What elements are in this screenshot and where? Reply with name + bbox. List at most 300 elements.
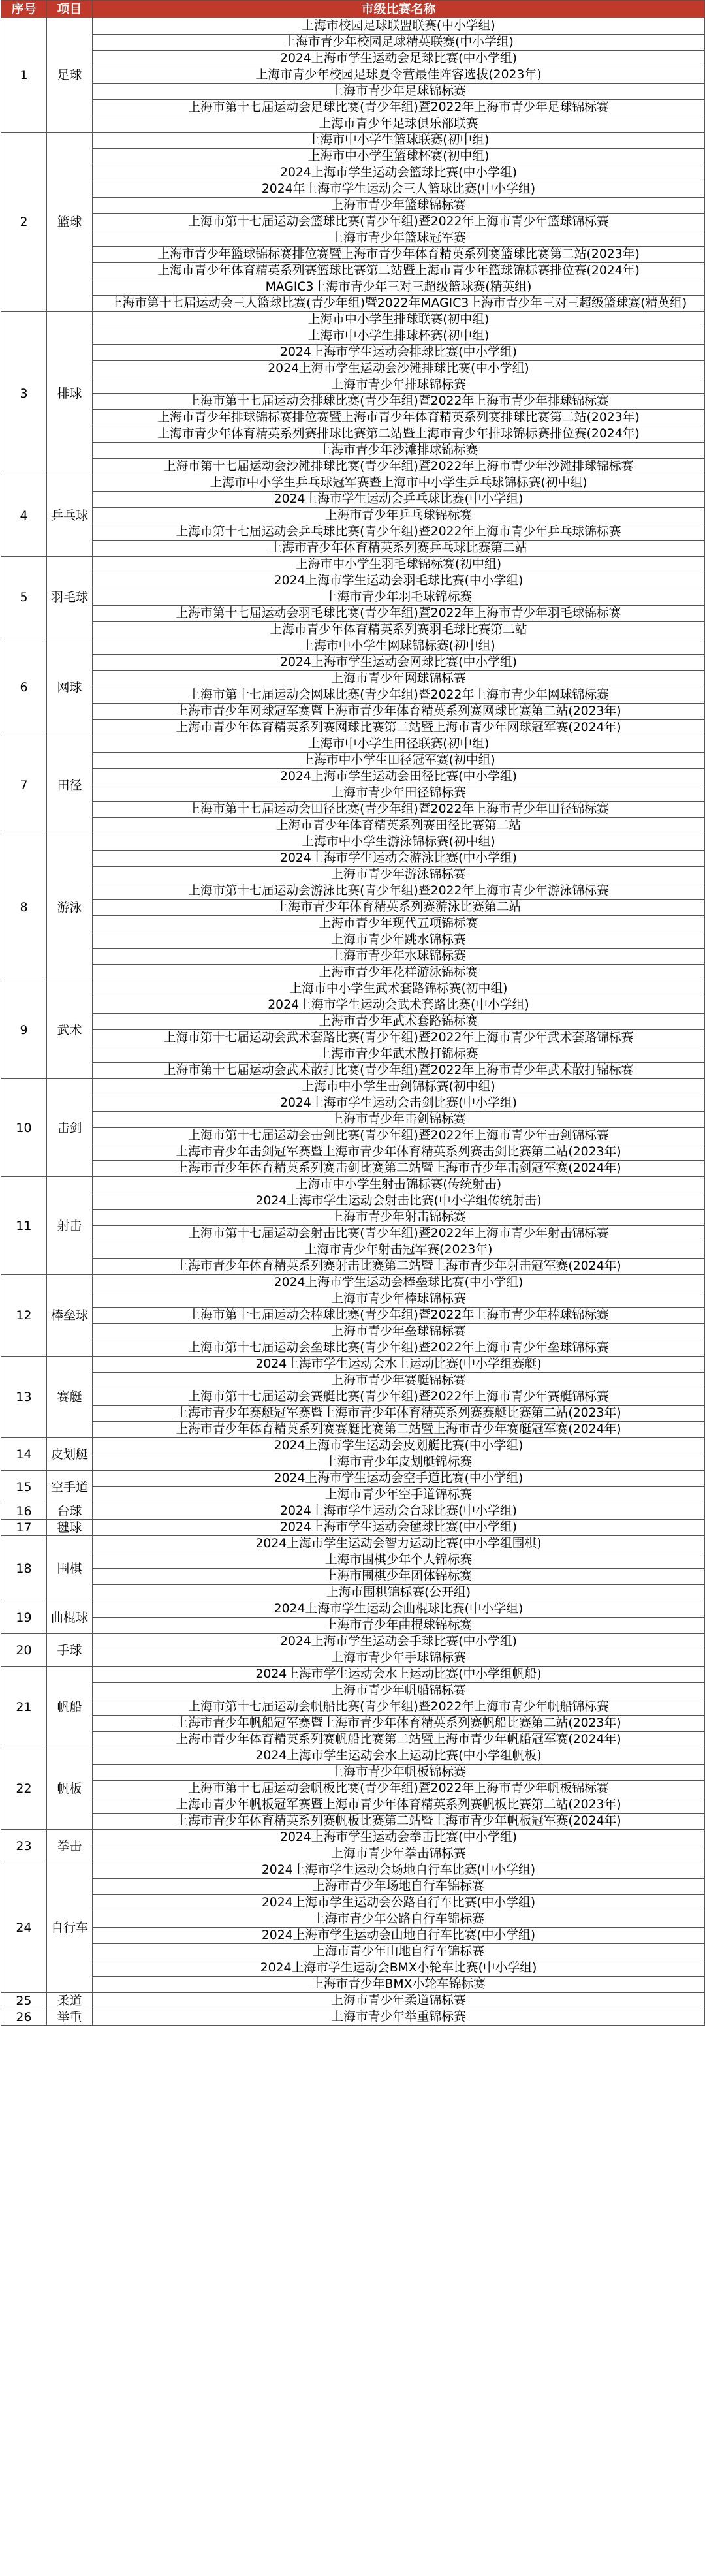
competition-name: 上海市青少年射击冠军赛(2023年) (93, 1242, 705, 1259)
table-row (1, 165, 705, 181)
row-number: 19 (1, 1601, 47, 1634)
table-row (1, 2009, 705, 2026)
competition-name: 2024上海市学生运动会网球比赛(中小学组) (93, 655, 705, 671)
competition-name: 上海市第十七届运动会沙滩排球比赛(青少年组)暨2022年上海市青少年沙滩排球锦标赛 (93, 459, 705, 475)
table-row (1, 1046, 705, 1063)
table-row (1, 84, 705, 100)
competition-name: 上海市青少年体育精英系列赛帆板比赛第二站暨上海市青少年帆板冠军赛(2024年) (93, 1814, 705, 1830)
table-row (1, 345, 705, 361)
table-row (1, 1601, 705, 1618)
sport-name: 篮球 (47, 133, 93, 312)
competition-name: 上海市青少年空手道锦标赛 (93, 1487, 705, 1503)
competition-name: 上海市青少年场地自行车锦标赛 (93, 1879, 705, 1895)
competition-name: 2024上海市学生运动会毽球比赛(中小学组) (93, 1520, 705, 1536)
competition-name: 上海市青少年田径锦标赛 (93, 785, 705, 802)
table-row (1, 1487, 705, 1503)
table-row (1, 394, 705, 410)
sport-name: 棒垒球 (47, 1275, 93, 1357)
competition-name: 2024年上海市学生运动会三人篮球比赛(中小学组) (93, 181, 705, 198)
table-row (1, 1291, 705, 1308)
table-row (1, 785, 705, 802)
competition-name: 上海市青少年排球锦标赛排位赛暨上海市青少年体育精英系列赛排球比赛第二站(2023年) (93, 410, 705, 426)
competition-name: 上海市中小学生乒乓球冠军赛暨上海市中小学生乒乓球锦标赛(初中组) (93, 475, 705, 492)
table-row (1, 687, 705, 704)
row-number: 13 (1, 1357, 47, 1438)
table-row (1, 1438, 705, 1454)
competition-name: 上海市中小学生田径冠军赛(初中组) (93, 753, 705, 769)
competition-name: 2024上海市学生运动会游泳比赛(中小学组) (93, 851, 705, 867)
table-row (1, 1210, 705, 1226)
table-row (1, 1014, 705, 1030)
header-no: 序号 (1, 1, 47, 18)
table-row (1, 900, 705, 916)
competition-name: 上海市青少年足球俱乐部联赛 (93, 116, 705, 133)
sport-name: 田径 (47, 736, 93, 834)
table-row (1, 459, 705, 475)
sport-name: 足球 (47, 18, 93, 133)
table-row (1, 475, 705, 492)
competition-name: 上海市围棋锦标赛(公开组) (93, 1585, 705, 1601)
competition-name: 上海市第十七届运动会击剑比赛(青少年组)暨2022年上海市青少年击剑锦标赛 (93, 1128, 705, 1144)
table-row (1, 296, 705, 312)
competition-name: 上海市青少年皮划艇锦标赛 (93, 1454, 705, 1471)
competition-name: 2024上海市学生运动会武术套路比赛(中小学组) (93, 997, 705, 1014)
competition-name: 上海市青少年赛艇冠军赛暨上海市青少年体育精英系列赛赛艇比赛第二站(2023年) (93, 1406, 705, 1422)
table-row (1, 720, 705, 736)
table-row (1, 1781, 705, 1797)
competition-name: 上海市第十七届运动会足球比赛(青少年组)暨2022年上海市青少年足球锦标赛 (93, 100, 705, 116)
competition-name: 上海市青少年游泳锦标赛 (93, 867, 705, 883)
competition-name: 上海市第十七届运动会乒乓球比赛(青少年组)暨2022年上海市青少年乒乓球锦标赛 (93, 524, 705, 541)
competition-name: 上海市青少年体育精英系列赛羽毛球比赛第二站 (93, 622, 705, 638)
row-number: 18 (1, 1536, 47, 1601)
sport-name: 击剑 (47, 1079, 93, 1177)
sport-name: 拳击 (47, 1830, 93, 1862)
table-row (1, 1667, 705, 1683)
competition-name: 2024上海市学生运动会智力运动比赛(中小学组围棋) (93, 1536, 705, 1552)
table-row (1, 949, 705, 965)
row-number: 15 (1, 1471, 47, 1503)
table-row (1, 443, 705, 459)
table-row (1, 1161, 705, 1177)
competition-name: 2024上海市学生运动会拳击比赛(中小学组) (93, 1830, 705, 1846)
row-number: 12 (1, 1275, 47, 1357)
competition-name: 上海市青少年山地自行车锦标赛 (93, 1944, 705, 1960)
table-row (1, 753, 705, 769)
competition-name: 上海市青少年花样游泳锦标赛 (93, 965, 705, 981)
competition-name: 2024上海市学生运动会山地自行车比赛(中小学组) (93, 1928, 705, 1944)
sport-name: 皮划艇 (47, 1438, 93, 1471)
row-number: 1 (1, 18, 47, 133)
sport-name: 手球 (47, 1634, 93, 1667)
table-row (1, 1308, 705, 1324)
table-row (1, 1406, 705, 1422)
competition-name: MAGIC3上海市青少年三对三超级篮球赛(精英组) (93, 279, 705, 296)
header-sport: 项目 (47, 1, 93, 18)
competition-name: 上海市中小学生田径联赛(初中组) (93, 736, 705, 753)
competition-name: 2024上海市学生运动会手球比赛(中小学组) (93, 1634, 705, 1650)
competition-name: 上海市青少年举重锦标赛 (93, 2009, 705, 2026)
row-number: 17 (1, 1520, 47, 1536)
competition-name: 上海市青少年体育精英系列赛击剑比赛第二站暨上海市青少年击剑冠军赛(2024年) (93, 1161, 705, 1177)
competition-name: 上海市青少年体育精英系列赛乒乓球比赛第二站 (93, 541, 705, 557)
competition-name: 上海市中小学生射击锦标赛(传统射击) (93, 1177, 705, 1193)
competition-name: 上海市青少年体育精英系列赛田径比赛第二站 (93, 818, 705, 834)
table-row (1, 18, 705, 35)
competition-name: 2024上海市学生运动会足球比赛(中小学组) (93, 51, 705, 67)
table-row (1, 965, 705, 981)
row-number: 9 (1, 981, 47, 1079)
row-number: 4 (1, 475, 47, 557)
sport-name: 空手道 (47, 1471, 93, 1503)
table-row (1, 1112, 705, 1128)
competition-name: 上海市青少年网球冠军赛暨上海市青少年体育精英系列赛网球比赛第二站(2023年) (93, 704, 705, 720)
table-row (1, 230, 705, 247)
competition-name: 上海市青少年跳水锦标赛 (93, 932, 705, 949)
row-number: 26 (1, 2009, 47, 2026)
table-row (1, 589, 705, 606)
row-number: 7 (1, 736, 47, 834)
table-row (1, 1079, 705, 1095)
competition-name: 上海市第十七届运动会垒球比赛(青少年组)暨2022年上海市青少年垒球锦标赛 (93, 1340, 705, 1357)
table-row (1, 1324, 705, 1340)
table-row (1, 655, 705, 671)
table-row (1, 1275, 705, 1291)
table-row (1, 361, 705, 377)
sport-name: 羽毛球 (47, 557, 93, 638)
competition-name: 上海市青少年柔道锦标赛 (93, 1993, 705, 2009)
competition-name: 2024上海市学生运动会羽毛球比赛(中小学组) (93, 573, 705, 589)
table-row (1, 932, 705, 949)
competition-name: 2024上海市学生运动会BMX小轮车比赛(中小学组) (93, 1960, 705, 1977)
competition-name: 2024上海市学生运动会击剑比赛(中小学组) (93, 1095, 705, 1112)
table-row (1, 1144, 705, 1161)
table-row (1, 51, 705, 67)
competition-name: 上海市第十七届运动会武术套路比赛(青少年组)暨2022年上海市青少年武术套路锦标赛 (93, 1030, 705, 1046)
header-name: 市级比赛名称 (93, 1, 705, 18)
table-row (1, 263, 705, 279)
table-row (1, 1911, 705, 1928)
competition-name: 上海市青少年帆板冠军赛暨上海市青少年体育精英系列赛帆板比赛第二站(2023年) (93, 1797, 705, 1814)
competition-name: 上海市青少年体育精英系列赛赛艇比赛第二站暨上海市青少年赛艇冠军赛(2024年) (93, 1422, 705, 1438)
table-row (1, 1128, 705, 1144)
competition-name: 上海市青少年体育精英系列赛排球比赛第二站暨上海市青少年排球锦标赛排位赛(2024年) (93, 426, 705, 443)
competition-name: 上海市中小学生羽毛球锦标赛(初中组) (93, 557, 705, 573)
table-row (1, 1960, 705, 1977)
competition-name: 上海市第十七届运动会游泳比赛(青少年组)暨2022年上海市青少年游泳锦标赛 (93, 883, 705, 900)
competition-name: 上海市青少年网球锦标赛 (93, 671, 705, 687)
competition-name: 上海市中小学生游泳锦标赛(初中组) (93, 834, 705, 851)
table-row (1, 508, 705, 524)
sport-name: 自行车 (47, 1862, 93, 1993)
table-row (1, 1030, 705, 1046)
competition-name: 上海市第十七届运动会射击比赛(青少年组)暨2022年上海市青少年射击锦标赛 (93, 1226, 705, 1242)
table-row (1, 557, 705, 573)
competition-name: 2024上海市学生运动会皮划艇比赛(中小学组) (93, 1438, 705, 1454)
competition-name: 上海市青少年帆板锦标赛 (93, 1765, 705, 1781)
competition-name: 上海市青少年沙滩排球锦标赛 (93, 443, 705, 459)
competition-name: 2024上海市学生运动会场地自行车比赛(中小学组) (93, 1862, 705, 1879)
sport-name: 网球 (47, 638, 93, 736)
table-row (1, 1357, 705, 1373)
sport-name: 乒乓球 (47, 475, 93, 557)
table-row (1, 492, 705, 508)
competition-name: 上海市青少年体育精英系列赛篮球比赛第二站暨上海市青少年篮球锦标赛排位赛(2024年) (93, 263, 705, 279)
table-body (1, 18, 705, 2026)
table-row (1, 1585, 705, 1601)
competition-name: 上海市青少年拳击锦标赛 (93, 1846, 705, 1862)
competition-name: 上海市青少年垒球锦标赛 (93, 1324, 705, 1340)
table-row (1, 818, 705, 834)
competition-name: 上海市青少年武术套路锦标赛 (93, 1014, 705, 1030)
table-row (1, 883, 705, 900)
competition-name: 上海市围棋少年个人锦标赛 (93, 1552, 705, 1569)
competition-name: 2024上海市学生运动会水上运动比赛(中小学组赛艇) (93, 1357, 705, 1373)
table-row (1, 1471, 705, 1487)
sport-name: 游泳 (47, 834, 93, 981)
table-row (1, 1650, 705, 1667)
competition-name: 上海市青少年击剑锦标赛 (93, 1112, 705, 1128)
table-row (1, 704, 705, 720)
table-row (1, 1389, 705, 1406)
competition-name: 上海市青少年校园足球精英联赛(中小学组) (93, 35, 705, 51)
row-number: 3 (1, 312, 47, 475)
table-row (1, 1846, 705, 1862)
table-row (1, 1373, 705, 1389)
competition-name: 上海市青少年羽毛球锦标赛 (93, 589, 705, 606)
table-row (1, 1895, 705, 1911)
competition-name: 上海市青少年体育精英系列赛网球比赛第二站暨上海市青少年网球冠军赛(2024年) (93, 720, 705, 736)
sport-name: 射击 (47, 1177, 93, 1275)
table-row (1, 1503, 705, 1520)
table-row (1, 1732, 705, 1748)
competition-name: 2024上海市学生运动会水上运动比赛(中小学组帆板) (93, 1748, 705, 1765)
competition-name: 上海市青少年乒乓球锦标赛 (93, 508, 705, 524)
competition-name: 上海市第十七届运动会棒球比赛(青少年组)暨2022年上海市青少年棒球锦标赛 (93, 1308, 705, 1324)
competition-name: 2024上海市学生运动会乒乓球比赛(中小学组) (93, 492, 705, 508)
table-row (1, 606, 705, 622)
competition-name: 上海市第十七届运动会篮球比赛(青少年组)暨2022年上海市青少年篮球锦标赛 (93, 214, 705, 230)
table-row (1, 1748, 705, 1765)
competition-name: 上海市青少年公路自行车锦标赛 (93, 1911, 705, 1928)
table-row (1, 198, 705, 214)
competition-name: 上海市青少年体育精英系列赛射击比赛第二站暨上海市青少年射击冠军赛(2024年) (93, 1259, 705, 1275)
table-row (1, 802, 705, 818)
sport-name: 赛艇 (47, 1357, 93, 1438)
competition-name: 上海市青少年水球锦标赛 (93, 949, 705, 965)
competition-name: 上海市青少年帆船锦标赛 (93, 1683, 705, 1699)
table-row (1, 851, 705, 867)
competition-name: 上海市青少年棒球锦标赛 (93, 1291, 705, 1308)
table-row (1, 1977, 705, 1993)
competition-name: 2024上海市学生运动会公路自行车比赛(中小学组) (93, 1895, 705, 1911)
competition-name: 2024上海市学生运动会沙滩排球比赛(中小学组) (93, 361, 705, 377)
row-number: 22 (1, 1748, 47, 1830)
competition-name: 上海市中小学生篮球联赛(初中组) (93, 133, 705, 149)
table-row (1, 1716, 705, 1732)
table-row (1, 916, 705, 932)
table-row (1, 181, 705, 198)
table-row (1, 1814, 705, 1830)
table-row (1, 638, 705, 655)
competition-name: 上海市中小学生击剑锦标赛(初中组) (93, 1079, 705, 1095)
table-row (1, 1928, 705, 1944)
sport-name: 帆船 (47, 1667, 93, 1748)
table-row (1, 67, 705, 84)
table-row (1, 312, 705, 328)
row-number: 21 (1, 1667, 47, 1748)
competition-name: 上海市第十七届运动会排球比赛(青少年组)暨2022年上海市青少年排球锦标赛 (93, 394, 705, 410)
competition-name: 2024上海市学生运动会台球比赛(中小学组) (93, 1503, 705, 1520)
competition-name: 上海市围棋少年团体锦标赛 (93, 1569, 705, 1585)
competition-name: 上海市第十七届运动会网球比赛(青少年组)暨2022年上海市青少年网球锦标赛 (93, 687, 705, 704)
table-row (1, 1063, 705, 1079)
table-row (1, 116, 705, 133)
sport-name: 帆板 (47, 1748, 93, 1830)
competition-name: 上海市青少年篮球冠军赛 (93, 230, 705, 247)
competition-name: 上海市第十七届运动会帆船比赛(青少年组)暨2022年上海市青少年帆船锦标赛 (93, 1699, 705, 1716)
competition-name: 上海市第十七届运动会三人篮球比赛(青少年组)暨2022年MAGIC3上海市青少年三对三超级篮球赛(精英组) (93, 296, 705, 312)
row-number: 20 (1, 1634, 47, 1667)
row-number: 23 (1, 1830, 47, 1862)
competition-name: 上海市第十七届运动会帆板比赛(青少年组)暨2022年上海市青少年帆板锦标赛 (93, 1781, 705, 1797)
competition-name: 2024上海市学生运动会篮球比赛(中小学组) (93, 165, 705, 181)
competition-name: 上海市青少年赛艇锦标赛 (93, 1373, 705, 1389)
table-row (1, 1797, 705, 1814)
row-number: 10 (1, 1079, 47, 1177)
competition-name: 上海市校园足球联盟联赛(中小学组) (93, 18, 705, 35)
table-row (1, 1552, 705, 1569)
row-number: 8 (1, 834, 47, 981)
table-row (1, 1520, 705, 1536)
table-row (1, 981, 705, 997)
row-number: 5 (1, 557, 47, 638)
sport-name: 排球 (47, 312, 93, 475)
row-number: 6 (1, 638, 47, 736)
competition-name: 上海市青少年现代五项锦标赛 (93, 916, 705, 932)
row-number: 14 (1, 1438, 47, 1471)
table-row (1, 1259, 705, 1275)
competition-name: 上海市第十七届运动会田径比赛(青少年组)暨2022年上海市青少年田径锦标赛 (93, 802, 705, 818)
competition-name: 上海市青少年武术散打锦标赛 (93, 1046, 705, 1063)
competition-name: 上海市青少年排球锦标赛 (93, 377, 705, 394)
header-row (1, 1, 705, 18)
table-row (1, 1193, 705, 1210)
competition-name: 上海市第十七届运动会赛艇比赛(青少年组)暨2022年上海市青少年赛艇锦标赛 (93, 1389, 705, 1406)
competition-name: 上海市中小学生排球杯赛(初中组) (93, 328, 705, 345)
table-row (1, 214, 705, 230)
competition-name: 上海市第十七届运动会羽毛球比赛(青少年组)暨2022年上海市青少年羽毛球锦标赛 (93, 606, 705, 622)
table-row (1, 1422, 705, 1438)
competition-name: 上海市青少年体育精英系列赛游泳比赛第二站 (93, 900, 705, 916)
competition-name: 上海市第十七届运动会武术散打比赛(青少年组)暨2022年上海市青少年武术散打锦标赛 (93, 1063, 705, 1079)
competition-name: 上海市青少年射击锦标赛 (93, 1210, 705, 1226)
sport-name: 围棋 (47, 1536, 93, 1601)
table-row (1, 1340, 705, 1357)
competition-name: 2024上海市学生运动会田径比赛(中小学组) (93, 769, 705, 785)
competition-name: 2024上海市学生运动会棒垒球比赛(中小学组) (93, 1275, 705, 1291)
table-row (1, 1536, 705, 1552)
table-row (1, 1683, 705, 1699)
table-row (1, 1226, 705, 1242)
table-row (1, 671, 705, 687)
table-row (1, 100, 705, 116)
row-number: 24 (1, 1862, 47, 1993)
competition-name: 上海市青少年曲棍球锦标赛 (93, 1618, 705, 1634)
competition-name: 上海市中小学生武术套路锦标赛(初中组) (93, 981, 705, 997)
table-row (1, 1454, 705, 1471)
competition-name: 上海市中小学生篮球杯赛(初中组) (93, 149, 705, 165)
competition-name: 上海市青少年篮球锦标赛排位赛暨上海市青少年体育精英系列赛篮球比赛第二站(2023年) (93, 247, 705, 263)
competition-name: 上海市青少年击剑冠军赛暨上海市青少年体育精英系列赛击剑比赛第二站(2023年) (93, 1144, 705, 1161)
sport-name: 台球 (47, 1503, 93, 1520)
table-row (1, 573, 705, 589)
table-row (1, 328, 705, 345)
table-row (1, 736, 705, 753)
table-row (1, 1765, 705, 1781)
table-row (1, 377, 705, 394)
competition-name: 2024上海市学生运动会排球比赛(中小学组) (93, 345, 705, 361)
row-number: 2 (1, 133, 47, 312)
table-row (1, 1242, 705, 1259)
competition-name: 上海市青少年手球锦标赛 (93, 1650, 705, 1667)
row-number: 25 (1, 1993, 47, 2009)
table-row (1, 1879, 705, 1895)
competition-name: 2024上海市学生运动会射击比赛(中小学组传统射击) (93, 1193, 705, 1210)
sport-name: 毽球 (47, 1520, 93, 1536)
competition-name: 上海市青少年帆船冠军赛暨上海市青少年体育精英系列赛帆船比赛第二站(2023年) (93, 1716, 705, 1732)
competition-name: 2024上海市学生运动会曲棍球比赛(中小学组) (93, 1601, 705, 1618)
competition-name: 上海市青少年校园足球夏令营最佳阵容选拔(2023年) (93, 67, 705, 84)
table-row (1, 1993, 705, 2009)
table-row (1, 541, 705, 557)
competition-name: 上海市青少年篮球锦标赛 (93, 198, 705, 214)
table-row (1, 769, 705, 785)
table-row (1, 622, 705, 638)
table-row (1, 247, 705, 263)
row-number: 16 (1, 1503, 47, 1520)
table-row (1, 524, 705, 541)
competition-name: 上海市青少年体育精英系列赛帆船比赛第二站暨上海市青少年帆船冠军赛(2024年) (93, 1732, 705, 1748)
table-row (1, 1830, 705, 1846)
competition-name: 上海市青少年足球锦标赛 (93, 84, 705, 100)
table-row (1, 149, 705, 165)
row-number: 11 (1, 1177, 47, 1275)
table-row (1, 1944, 705, 1960)
table-row (1, 1618, 705, 1634)
table-row (1, 1699, 705, 1716)
table-row (1, 35, 705, 51)
table-row (1, 834, 705, 851)
table-row (1, 1095, 705, 1112)
competition-name: 2024上海市学生运动会空手道比赛(中小学组) (93, 1471, 705, 1487)
sport-name: 武术 (47, 981, 93, 1079)
table-row (1, 1177, 705, 1193)
table-row (1, 1569, 705, 1585)
competition-name: 上海市中小学生网球锦标赛(初中组) (93, 638, 705, 655)
sport-name: 曲棍球 (47, 1601, 93, 1634)
competition-name: 上海市青少年BMX小轮车锦标赛 (93, 1977, 705, 1993)
competition-name: 上海市中小学生排球联赛(初中组) (93, 312, 705, 328)
table-row (1, 426, 705, 443)
table-row (1, 279, 705, 296)
table-row (1, 1862, 705, 1879)
table-row (1, 133, 705, 149)
table-row (1, 867, 705, 883)
sport-name: 柔道 (47, 1993, 93, 2009)
sport-name: 举重 (47, 2009, 93, 2026)
table-row (1, 410, 705, 426)
